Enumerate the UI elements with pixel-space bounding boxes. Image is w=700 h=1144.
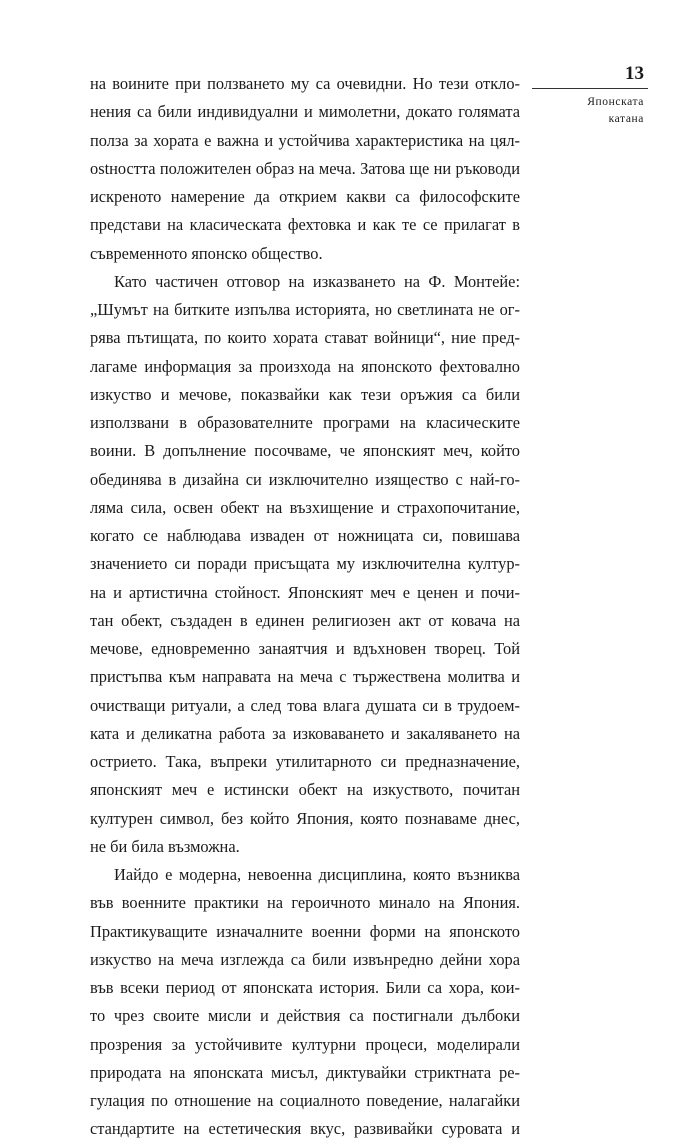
text-line: Като частичен отговор на изказването на Ф. Монтейе: (114, 271, 520, 291)
text-line: във всеки период от японската история. Били са хора, кои- (90, 978, 520, 997)
text-line: лагаме информация за произхода на японското фехтовално (90, 356, 520, 376)
text-line: във военните практики на героичното минало на Япония. (90, 893, 520, 913)
text-line: Иайдо е модерна, невоенна дисциплина, която възниква (114, 865, 520, 884)
text-line: стандартите на естетическия вкус, развивайки суровата и (90, 1119, 520, 1139)
text-line: ляма сила, освен обект на възхищение и страхопочитание, (90, 497, 520, 517)
paragraph (90, 70, 520, 268)
text-line: Практикуващите изначалните военни форми на японското (90, 921, 520, 941)
text-line: ката и деликатна работа за изковаването и закаляването на (90, 723, 520, 743)
text-line: прозрения за устойчивите културни процеси, моделирали (90, 1034, 520, 1054)
text-line: „Шумът на битките изпълва историята, но светлината не ог- (90, 300, 520, 319)
text-line: представи на класическата фехтовка и как те се прилагат в (90, 215, 520, 235)
text-line: използвани в образователните програми на класическите (90, 413, 520, 432)
running-title-line-1: Японската (587, 96, 644, 108)
text-line: природата на японската мисъл, диктувайки стриктната ре- (90, 1062, 520, 1082)
text-line: мечове, едновременно занаятчия и вдъхновен творец. Той (90, 639, 520, 658)
text-line: съвременното японско общество. (90, 243, 323, 263)
text-line: изкуство и мечове, показвайки как тези оръжия са били (90, 384, 520, 404)
paragraph (90, 861, 520, 1144)
text-line: очистващи ритуали, а след това влага душата си в трудоем- (90, 695, 520, 715)
text-line: японският меч е истински обект на изкуството, почитан (90, 780, 520, 800)
running-title-line-2: катана (608, 113, 644, 125)
text-line: рява пътищата, по които хората стават войници“, ние пред- (90, 328, 520, 348)
body-text (90, 70, 520, 1144)
page-number: 13 (625, 63, 644, 84)
text-line: тан обект, създаден в единен религиозен акт от ковача на (90, 610, 520, 630)
text-line: изкуство на меча изглежда са били извънредно дейни хора (90, 949, 520, 969)
text-line: гулация по отношение на социалното поведение, налагайки (90, 1091, 520, 1110)
text-line: когато се наблюдава изваден от ножницата си, повишава (90, 526, 520, 545)
text-line: то чрез своите мисли и действия са постигнали дълбоки (90, 1006, 520, 1026)
text-line: нения са били индивидуални и мимолетни, докато голямата (90, 102, 520, 122)
text-line: ostността положителен образ на меча. Затова ще ни ръководи (90, 158, 520, 178)
header-rule (532, 88, 648, 89)
page-header (532, 62, 648, 128)
text-line: не би била възможна. (90, 836, 240, 856)
text-line: на воините при ползването му са очевидни. Но тези откло- (90, 74, 520, 93)
text-line: полза за хората е важна и устойчива характеристика на цял- (90, 130, 520, 150)
text-line: значението си поради присъщата му изключителна култур- (90, 554, 520, 574)
text-line: обединява в дизайна си изключително изящество с най-го- (90, 469, 520, 489)
text-line: острието. Така, въпреки утилитарното си предназначение, (90, 752, 520, 771)
text-line: пристъпва към направата на меча с тържествена молитва и (90, 667, 520, 687)
text-line: воини. В допълнение посочваме, че японският меч, който (90, 441, 520, 461)
text-line: искреното намерение да открием какви са философските (90, 187, 520, 206)
paragraph (90, 268, 520, 861)
text-line: културен символ, без който Япония, която познаваме днес, (90, 808, 520, 828)
text-line: на и артистична стойност. Японският меч е ценен и почи- (90, 582, 520, 602)
